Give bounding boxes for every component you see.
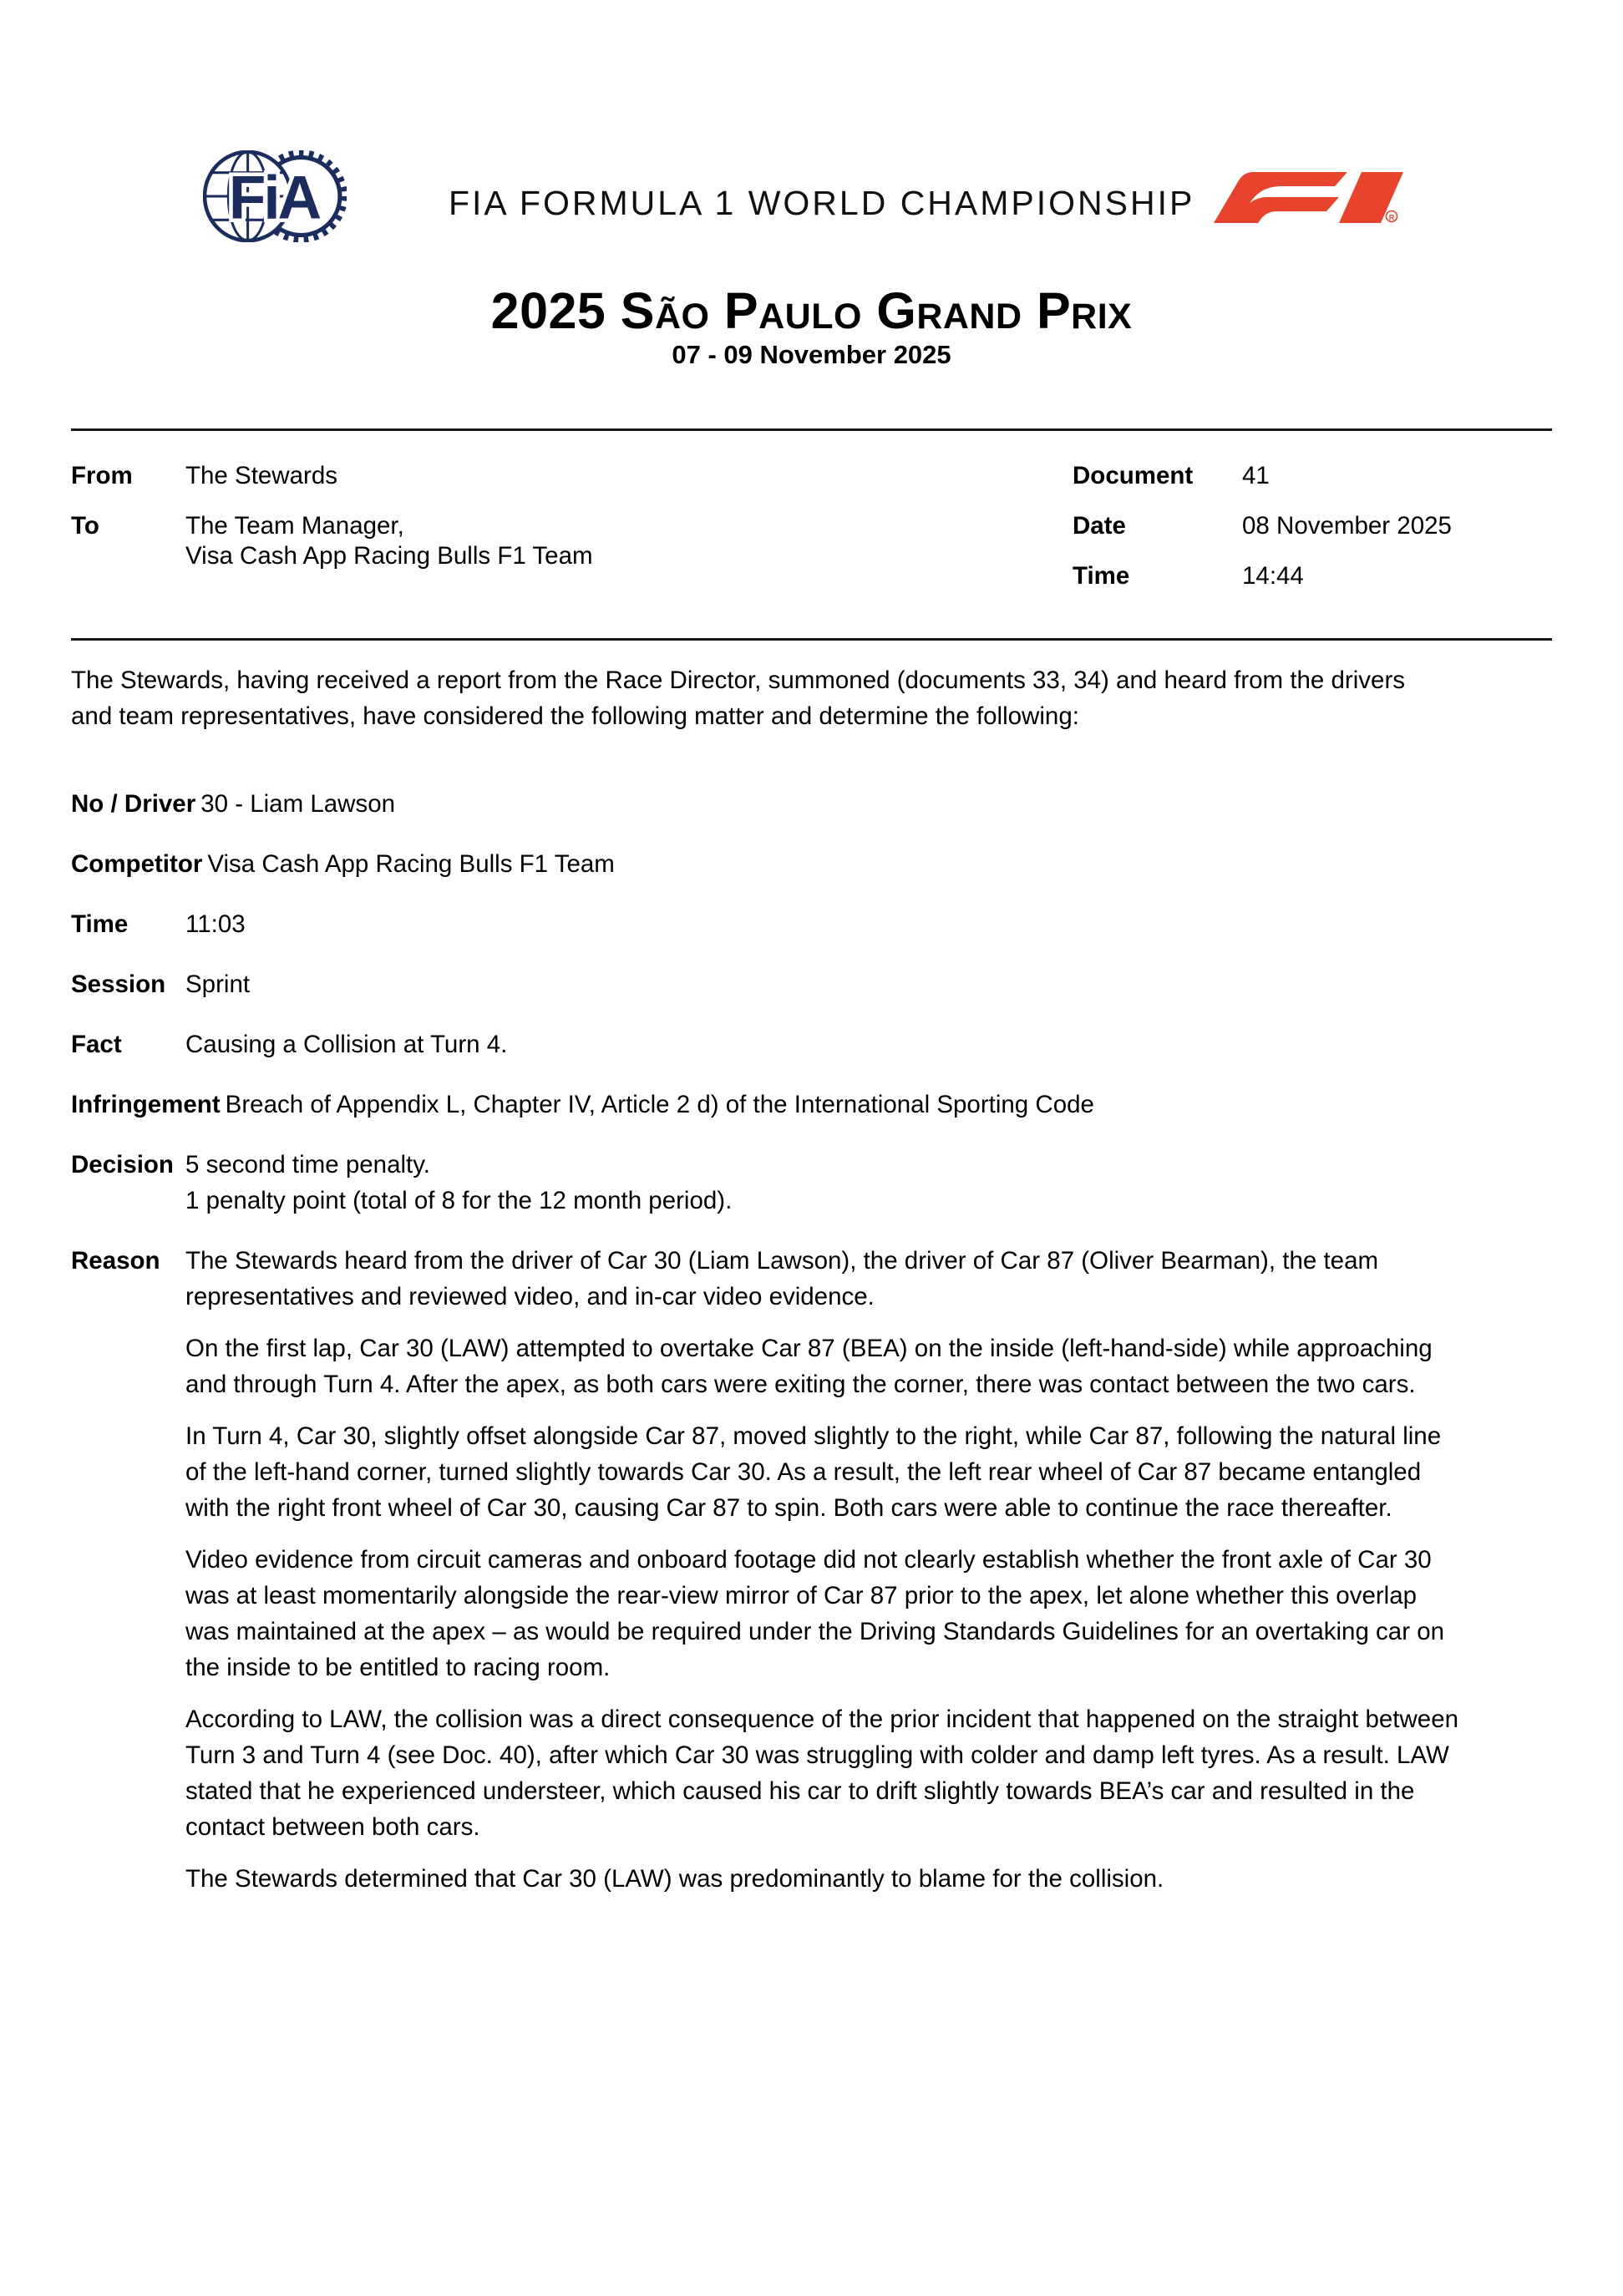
document-value: 41 (1242, 462, 1270, 490)
fia-logo-letters: FiA (228, 164, 320, 232)
infringement-value: Breach of Appendix L, Chapter IV, Article 2 d) of the International Sporting Code (225, 1091, 1094, 1119)
competitor-label: Competitor (71, 850, 203, 879)
reason-paragraph-2: On the first lap, Car 30 (LAW) attempted to overtake Car 87 (BEA) on the inside (left-hand-side) while approaching and through Turn 4. After the apex, as both cars were exiting the corner, there was contact between the two cars. (185, 1335, 1433, 1399)
session-label: Session (71, 971, 166, 999)
reason-paragraph-4: Video evidence from circuit cameras and onboard footage did not clearly establish whether the front axle of Car 30 was at least momentarily alongside the rear-view mirror of Car 87 prior to the apex, let alone whether this overlap was maintained at the apex – as would be required under the Driving Standards Guidelines for an overtaking car on the inside to be entitled to racing room. (185, 1546, 1445, 1682)
infringement-label: Infringement (71, 1091, 221, 1119)
fia-logo (203, 150, 347, 242)
decision-label: Decision (71, 1151, 174, 1179)
field-row-time (71, 906, 1552, 942)
decision-line1: 5 second time penalty. (185, 1151, 430, 1179)
from-value: The Stewards (185, 462, 337, 490)
decision-value (185, 1147, 1472, 1219)
reason-value (185, 1243, 1472, 1897)
meta-row-from (71, 461, 1073, 491)
championship-title: FIA FORMULA 1 WORLD CHAMPIONSHIP (449, 184, 1195, 222)
meta-left-column (71, 461, 1073, 591)
divider-bottom (71, 638, 1552, 641)
to-value (185, 511, 593, 571)
reason-label: Reason (71, 1247, 160, 1275)
fact-value: Causing a Collision at Turn 4. (185, 1031, 508, 1059)
no-driver-value: 30 - Liam Lawson (200, 790, 396, 819)
reason-paragraph-5: According to LAW, the collision was a direct consequence of the prior incident that happened on the straight between Turn 3 and Turn 4 (see Doc. 40), after which Car 30 was struggling with colder and damp left tyres. As a result. LAW stated that he experienced understeer, which caused his car to drift slightly towards BEA’s car and resulted in the contact between both cars. (185, 1706, 1459, 1842)
field-row-decision (71, 1147, 1552, 1219)
time-value: 14:44 (1242, 562, 1304, 590)
field-row-infringement (71, 1087, 1552, 1123)
session-time-label: Time (71, 910, 129, 939)
competitor-value: Visa Cash App Racing Bulls F1 Team (207, 850, 615, 879)
reason-paragraph-1: The Stewards heard from the driver of Car 30 (Liam Lawson), the driver of Car 87 (Oliver Bearman), the team representatives and reviewed video, and in-car video evidence. (185, 1247, 1379, 1311)
meta-row-date (1073, 511, 1552, 541)
field-row-session (71, 966, 1552, 1002)
field-row-reason (71, 1243, 1552, 1897)
decision-line2: 1 penalty point (total of 8 for the 12 month period). (185, 1187, 733, 1215)
document-header (71, 117, 1552, 242)
field-row-competitor (71, 846, 1552, 882)
fact-label: Fact (71, 1031, 122, 1059)
date-value: 08 November 2025 (1242, 512, 1452, 540)
to-value-line1: The Team Manager, (185, 512, 404, 540)
from-label: From (71, 462, 133, 490)
meta-section (71, 431, 1552, 638)
time-label: Time (1073, 562, 1130, 590)
field-row-fact (71, 1026, 1552, 1062)
registered-mark: R (1388, 213, 1395, 222)
intro-paragraph: The Stewards, having received a report from the Race Director, summoned (documents 33, 34) and heard from the drivers and team representatives, have considered the following matter and determine the following: (71, 666, 1406, 731)
session-value: Sprint (185, 971, 251, 999)
date-label: Date (1073, 512, 1126, 540)
field-row-no-driver (71, 786, 1552, 822)
decision-fields (71, 786, 1552, 1897)
event-dates: 07 - 09 November 2025 (672, 340, 951, 370)
event-title: 2025 São Paulo Grand Prix (490, 282, 1133, 339)
reason-paragraph-6: The Stewards determined that Car 30 (LAW) was predominantly to blame for the collision. (185, 1865, 1164, 1893)
session-time-value: 11:03 (185, 910, 246, 939)
to-value-line2: Visa Cash App Racing Bulls F1 Team (185, 542, 593, 570)
f1-logo (1214, 172, 1405, 224)
meta-right-column (1073, 461, 1552, 591)
meta-row-time (1073, 561, 1552, 591)
meta-row-document (1073, 461, 1552, 491)
meta-row-to (71, 511, 1073, 571)
document-label: Document (1073, 462, 1194, 490)
reason-paragraph-3: In Turn 4, Car 30, slightly offset alongside Car 87, moved slightly to the right, while Car 87, following the natural line of the left-hand corner, turned slightly towards Car 30. As a result, the left rear wheel of Car 87 became entangled with the right front wheel of Car 30, causing Car 87 to spin. Both cars were able to continue the race thereafter. (185, 1422, 1442, 1523)
to-label: To (71, 512, 99, 540)
no-driver-label: No / Driver (71, 790, 196, 819)
